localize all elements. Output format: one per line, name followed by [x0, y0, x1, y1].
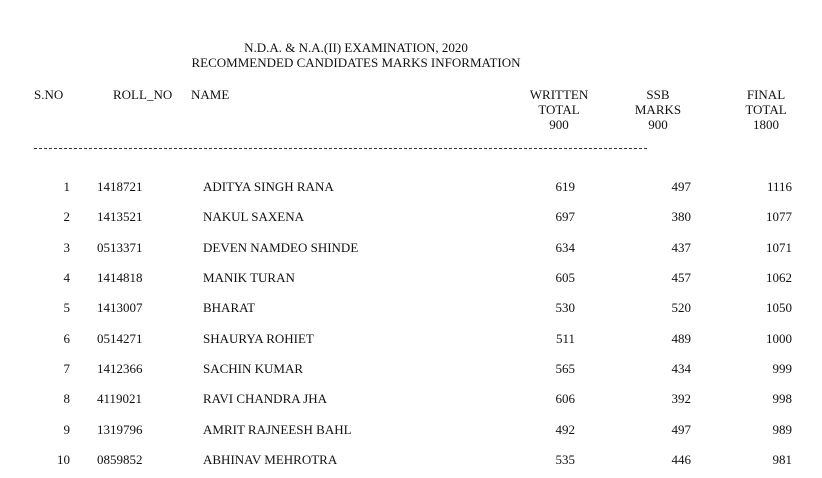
cell-written: 619 [555, 179, 575, 194]
document-title: N.D.A. & N.A.(II) EXAMINATION, 2020 [244, 40, 468, 55]
cell-sno: 6 [63, 331, 70, 346]
table-row [0, 391, 822, 407]
cell-ssb: 489 [671, 331, 691, 346]
cell-name: NAKUL SAXENA [203, 209, 304, 224]
col-header-written-line3: 900 [549, 117, 569, 132]
col-header-written-line2: TOTAL [538, 102, 580, 117]
col-header-final-line2: TOTAL [745, 102, 787, 117]
cell-ssb: 380 [671, 209, 691, 224]
table-row [0, 240, 822, 256]
col-header-ssb-line3: 900 [648, 117, 668, 132]
cell-written: 697 [555, 209, 575, 224]
cell-sno: 4 [63, 270, 70, 285]
table-row [0, 300, 822, 316]
cell-roll-no: 4119021 [97, 391, 143, 406]
cell-final: 998 [772, 391, 792, 406]
cell-final: 1050 [766, 300, 792, 315]
cell-written: 511 [555, 331, 575, 346]
cell-sno: 3 [63, 240, 70, 255]
cell-final: 1000 [766, 331, 792, 346]
col-header-ssb-line2: MARKS [634, 102, 682, 117]
col-header-roll-no: ROLL_NO [113, 87, 173, 102]
cell-sno: 10 [57, 452, 70, 467]
cell-sno: 9 [63, 422, 70, 437]
cell-ssb: 446 [671, 452, 691, 467]
cell-ssb: 520 [671, 300, 691, 315]
cell-roll-no: 1412366 [97, 361, 143, 376]
cell-written: 606 [555, 391, 575, 406]
cell-sno: 2 [63, 209, 70, 224]
cell-name: ABHINAV MEHROTRA [203, 452, 338, 467]
cell-name: SHAURYA ROHIET [203, 331, 314, 346]
cell-final: 1062 [766, 270, 792, 285]
cell-name: MANIK TURAN [203, 270, 295, 285]
cell-name: RAVI CHANDRA JHA [203, 391, 328, 406]
cell-sno: 7 [63, 361, 70, 376]
cell-sno: 8 [63, 391, 70, 406]
table-row [0, 209, 822, 225]
cell-roll-no: 0514271 [97, 331, 143, 346]
col-header-final-line1: FINAL [746, 87, 786, 102]
cell-written: 530 [555, 300, 575, 315]
cell-written: 605 [555, 270, 575, 285]
cell-roll-no: 1413521 [97, 209, 143, 224]
cell-written: 565 [555, 361, 575, 376]
cell-final: 981 [772, 452, 792, 467]
cell-final: 1077 [766, 209, 792, 224]
cell-final: 999 [772, 361, 792, 376]
cell-ssb: 434 [671, 361, 691, 376]
cell-roll-no: 1413007 [97, 300, 143, 315]
cell-ssb: 392 [671, 391, 691, 406]
col-header-ssb-line1: SSB [646, 87, 670, 102]
cell-ssb: 437 [671, 240, 691, 255]
table-row [0, 179, 822, 195]
table-row [0, 452, 822, 468]
table-row [0, 422, 822, 438]
cell-written: 535 [555, 452, 575, 467]
cell-roll-no: 1414818 [97, 270, 143, 285]
cell-ssb: 457 [671, 270, 691, 285]
col-header-ssb-marks [620, 87, 696, 132]
cell-sno: 1 [63, 179, 70, 194]
cell-roll-no: 0513371 [97, 240, 143, 255]
cell-ssb: 497 [671, 422, 691, 437]
dashed-divider [34, 148, 647, 149]
cell-name: DEVEN NAMDEO SHINDE [203, 240, 359, 255]
table-row [0, 270, 822, 286]
col-header-sno: S.NO [34, 87, 64, 102]
cell-name: SACHIN KUMAR [203, 361, 304, 376]
cell-written: 492 [555, 422, 575, 437]
cell-roll-no: 1319796 [97, 422, 143, 437]
cell-written: 634 [555, 240, 575, 255]
document-subtitle: RECOMMENDED CANDIDATES MARKS INFORMATION [191, 55, 521, 70]
cell-name: AMRIT RAJNEESH BAHL [203, 422, 352, 437]
cell-roll-no: 0859852 [97, 452, 143, 467]
table-row [0, 331, 822, 347]
cell-final: 1116 [766, 179, 792, 194]
table-row [0, 361, 822, 377]
cell-name: BHARAT [203, 300, 256, 315]
col-header-final-line3: 1800 [753, 117, 779, 132]
cell-roll-no: 1418721 [97, 179, 143, 194]
cell-final: 1071 [766, 240, 792, 255]
cell-name: ADITYA SINGH RANA [203, 179, 334, 194]
cell-sno: 5 [63, 300, 70, 315]
cell-ssb: 497 [671, 179, 691, 194]
col-header-written-total [519, 87, 599, 132]
cell-final: 989 [772, 422, 792, 437]
col-header-name: NAME [191, 87, 230, 102]
col-header-written-line1: WRITTEN [529, 87, 589, 102]
col-header-final-total [728, 87, 804, 132]
